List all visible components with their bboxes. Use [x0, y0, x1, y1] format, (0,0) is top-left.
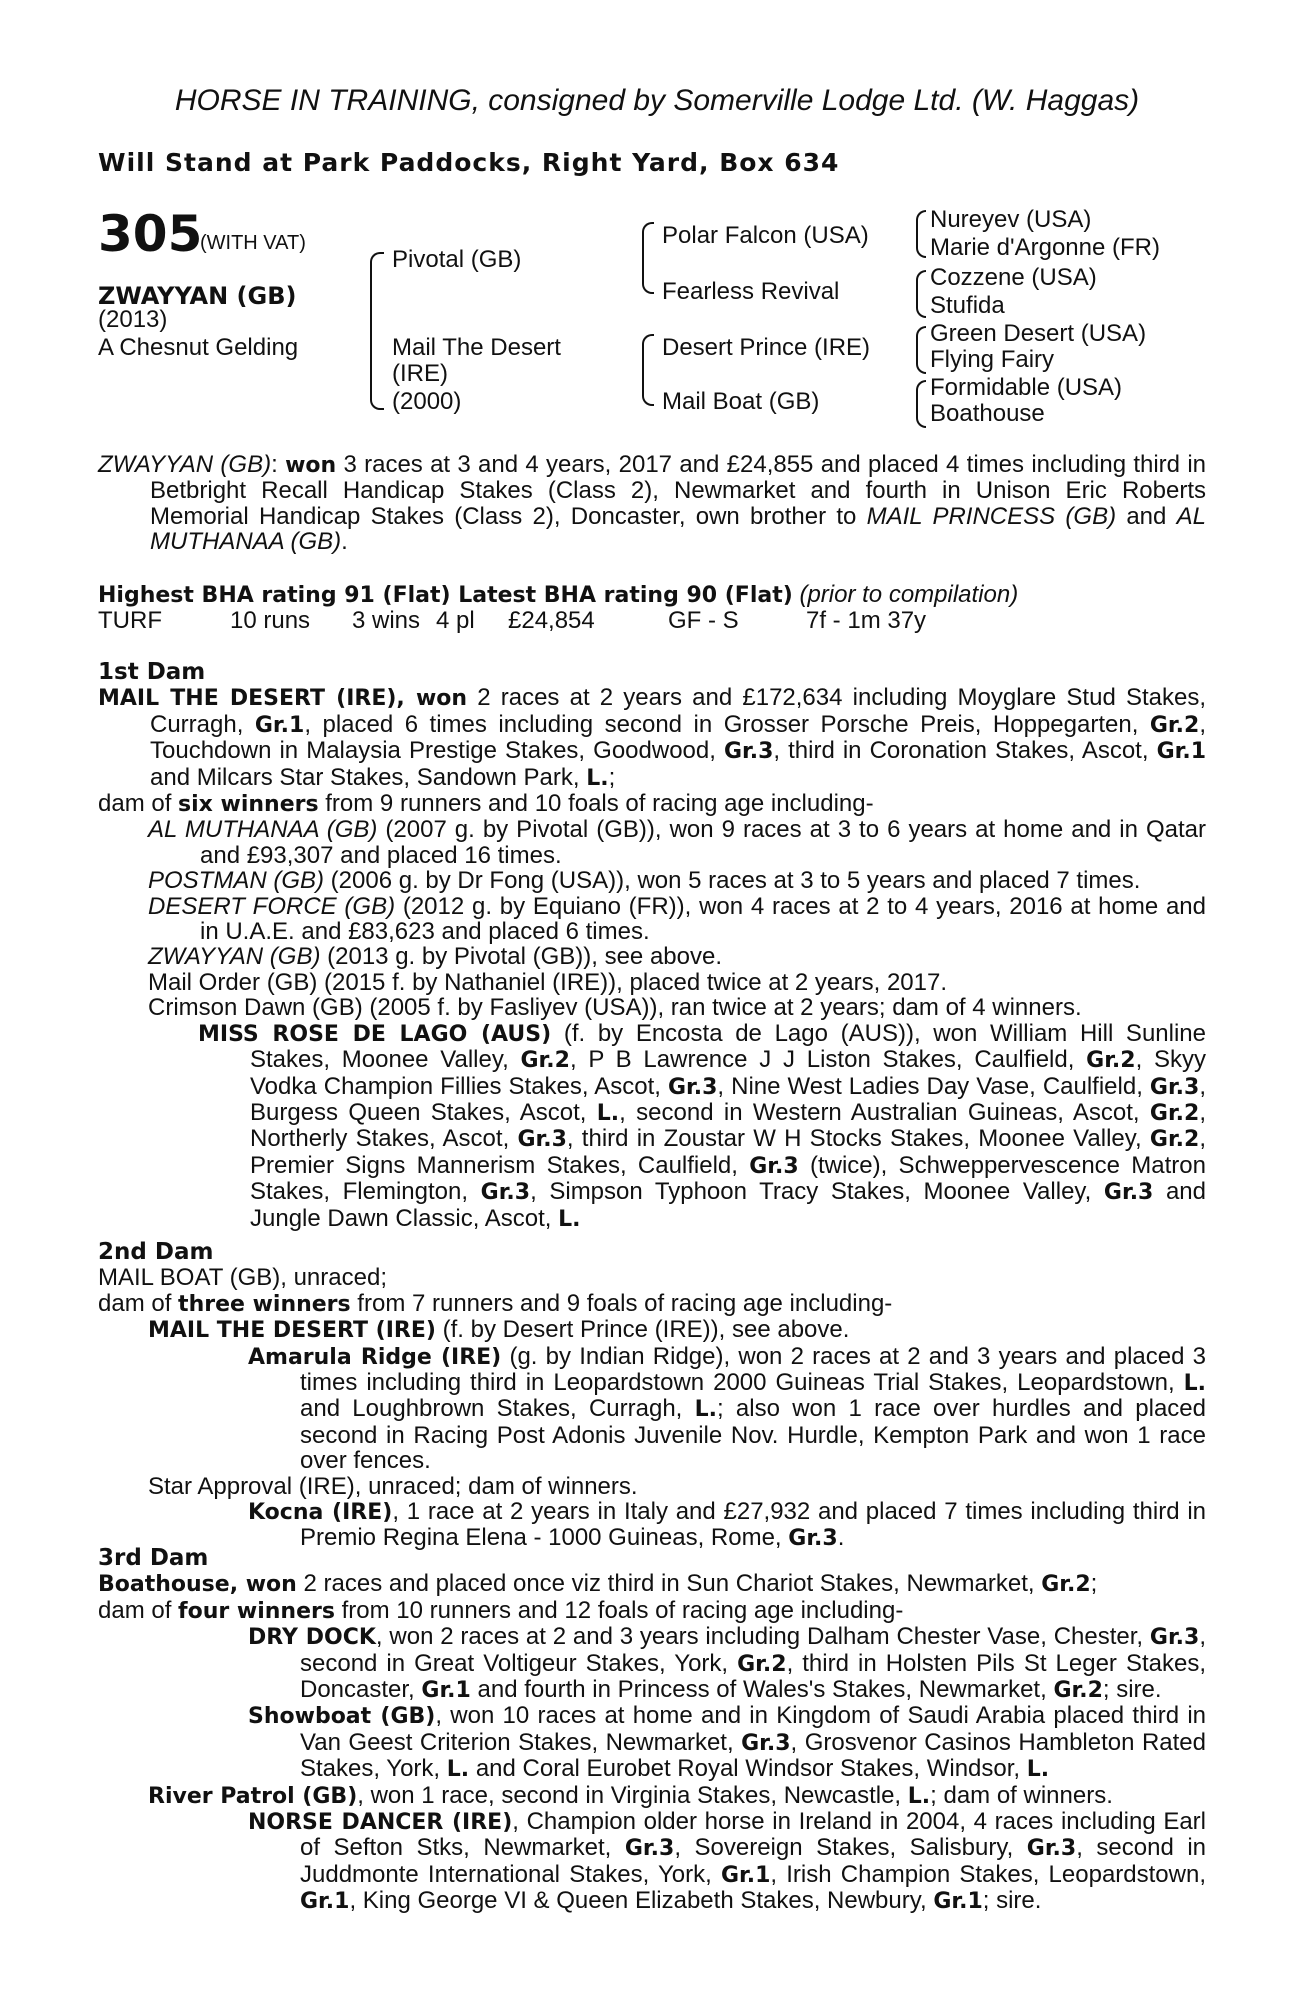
grade: L. [586, 765, 609, 791]
pedigree-sire: Pivotal (GB) [392, 246, 522, 273]
winners-count: four winners [178, 1598, 335, 1624]
grade: Gr.3 [749, 1153, 799, 1179]
grade: Gr.2 [520, 1048, 570, 1074]
grade: Gr.3 [1149, 1074, 1200, 1100]
pedigree-sire-dam: Fearless Revival [662, 278, 840, 305]
grade: Gr.2 [1149, 1127, 1200, 1153]
sire-brace [370, 252, 384, 410]
offspring-name: DESERT FORCE (GB) [148, 892, 396, 920]
sss-brace [916, 210, 926, 258]
text: , Northerly Stakes, Ascot, [250, 1098, 1206, 1153]
summary-and: and [1116, 502, 1177, 530]
grade: Gr.3 [480, 1180, 531, 1206]
second-dam-name: MAIL BOAT (GB), unraced; [98, 1264, 387, 1292]
pedigree-dam-dam: Mail Boat (GB) [662, 388, 820, 415]
bha-rating: Highest BHA rating 91 (Flat) Latest BHA rating 90 (Flat) [98, 583, 793, 608]
grade: L. [1183, 1371, 1206, 1397]
grade: Gr.1 [1156, 739, 1207, 765]
ds-brace [642, 334, 654, 406]
text: 2 races and placed once viz third in Sun Chariot Stakes, Newmarket, [296, 1570, 1042, 1598]
grade: Gr.3 [517, 1127, 567, 1153]
pedigree-ggs-4: Formidable (USA) [930, 374, 1123, 401]
text: , King George VI & Queen Elizabeth Stakes, Newbury, [349, 1887, 934, 1915]
turf-runs: 10 runs [230, 607, 311, 635]
grade: Gr.2 [1041, 1572, 1091, 1598]
text: ; [1090, 1570, 1098, 1598]
turf-going: GF - S [668, 607, 739, 635]
grade: Gr.3 [624, 1836, 675, 1862]
rating-note: (prior to compilation) [792, 581, 1019, 608]
offspring-name: ZWAYYAN (GB) [148, 943, 321, 971]
winners-count: six winners [178, 792, 319, 818]
text: . [837, 1524, 845, 1552]
grade: Gr.2 [1149, 712, 1200, 738]
text: from 9 runners and 10 foals of racing age including- [318, 790, 874, 818]
summary-horse-name: ZWAYYAN (GB) [98, 451, 272, 478]
text: ; sire. [982, 1887, 1042, 1915]
turf-earnings: £24,854 [508, 607, 595, 635]
text: , placed 6 times including second in Grosser Porsche Preis, Hoppegarten, [304, 710, 1150, 738]
offspring-name: Showboat (GB) [248, 1704, 436, 1730]
summary-colon: : [271, 451, 286, 478]
text: (2007 g. by Pivotal (GB)), won 9 races at 3 to 6 years at home and in Qatar and £93,307 and placed 16 times. [200, 816, 1206, 869]
grade: L. [446, 1757, 470, 1783]
stand-location: Will Stand at Park Paddocks, Right Yard, Box 634 [98, 148, 840, 177]
grade: Gr.1 [300, 1889, 350, 1915]
grade: L. [694, 1397, 717, 1423]
first-dam-name: MAIL THE DESERT (IRE), won [98, 686, 468, 712]
text: , Nine West Ladies Day Vase, Caulfield, [717, 1072, 1150, 1100]
grade: Gr.1 [254, 712, 305, 738]
text: , Simpson Typhoon Tracy Stakes, Moonee Valley, [530, 1178, 1104, 1206]
text: , Champion older horse in Ireland in 2004, 4 races including Earl of Sefton Stks, Newmarket, [300, 1808, 1206, 1862]
grade: L. [558, 1206, 581, 1232]
second-dam-heading: 2nd Dam [98, 1239, 214, 1265]
pedigree-ggd-3: Flying Fairy [930, 346, 1055, 373]
grade: Gr.1 [933, 1889, 983, 1915]
vat-note: (WITH VAT) [200, 232, 306, 254]
first-dam-section [98, 660, 1206, 1232]
text: dam of [98, 790, 179, 818]
text: , Sovereign Stakes, Salisbury, [674, 1834, 1027, 1862]
offspring-name: AL MUTHANAA (GB) [148, 816, 378, 844]
text: , second in Great Voltigeur Stakes, York, [300, 1623, 1207, 1677]
offspring-name: POSTMAN (GB) [148, 867, 325, 895]
pedigree-dam-year: (2000) [392, 388, 462, 415]
text: , won 1 race, second in Virginia Stakes, Newcastle, [357, 1781, 908, 1809]
pedigree-ggs-3: Green Desert (USA) [930, 320, 1147, 347]
pedigree-dam-sire: Desert Prince (IRE) [662, 334, 871, 361]
text: (2012 g. by Equiano (FR)), won 4 races at 2 to 4 years, 2016 at home and in U.A.E. and £83,623 and placed 6 times. [200, 892, 1206, 946]
text: (g. by Indian Ridge), won 2 races at 2 and 3 years and placed 3 times including third in Leopardstown 2000 Guineas Trial Stakes, Leopardstown, [300, 1342, 1206, 1397]
grade: Gr.3 [667, 1074, 718, 1100]
text: and fourth in Princess of Wales's Stakes, Newmarket, [470, 1676, 1054, 1704]
text: , won 2 races at 2 and 3 years including Dalham Chester Vase, Chester, [375, 1623, 1150, 1651]
text: , Irish Champion Stakes, Leopardstown, [770, 1860, 1206, 1888]
first-dam-heading: 1st Dam [98, 659, 206, 685]
text: , won [229, 1572, 297, 1598]
text: , Premier Signs Mannerism Stakes, Caulfield, [250, 1125, 1206, 1179]
grade: Gr.3 [1026, 1836, 1077, 1862]
text: , third in Holsten Pils St Leger Stakes, Doncaster, [300, 1649, 1206, 1704]
ss-brace [642, 222, 654, 294]
summary-sibling-1: MAIL PRINCESS (GB) [866, 502, 1117, 530]
pedigree-ggd-2: Stufida [930, 292, 1005, 319]
turf-wins: 3 wins [352, 607, 421, 635]
text: (2013 g. by Pivotal (GB)), see above. [320, 943, 722, 971]
text: from 10 runners and 12 foals of racing age including- [334, 1596, 904, 1624]
text: , Touchdown in Malaysia Prestige Stakes, Goodwood, [150, 710, 1206, 765]
sds-brace [916, 270, 926, 318]
text: , third in Coronation Stakes, Ascot, [773, 737, 1157, 765]
third-dam-section [98, 1546, 1206, 1915]
text: ; dam of winners. [930, 1781, 1113, 1809]
page-title: HORSE IN TRAINING, consigned by Somerville Lodge Ltd. (W. Haggas) [174, 84, 1140, 117]
text: , Skyy Vodka Champion Fillies Stakes, Ascot, [250, 1046, 1207, 1100]
horse-name: ZWAYYAN (GB) [98, 282, 297, 310]
race-summary [98, 452, 1206, 555]
grade: Gr.3 [723, 739, 774, 765]
offspring-entry: Star Approval (IRE), unraced; dam of winners. [148, 1472, 638, 1500]
text: and Loughbrown Stakes, Curragh, [300, 1395, 695, 1423]
dds-brace [916, 380, 926, 428]
turf-distance: 7f - 1m 37y [806, 607, 927, 635]
grade: L. [596, 1100, 620, 1126]
grade: Gr.2 [1086, 1048, 1136, 1074]
text: dam of [98, 1596, 179, 1624]
grade: L. [907, 1783, 931, 1809]
text: from 7 runners and 9 foals of racing age including- [350, 1289, 893, 1317]
grade: Gr.2 [737, 1651, 787, 1677]
turf-record [98, 608, 1206, 633]
grade: Gr.3 [741, 1730, 791, 1756]
text: and Jungle Dawn Classic, Ascot, [250, 1178, 1207, 1232]
text: ; sire. [1102, 1676, 1162, 1704]
grade: L. [1026, 1757, 1050, 1783]
third-dam-name: Boathouse [98, 1572, 230, 1598]
grade: Gr.3 [1103, 1180, 1154, 1206]
offspring-entry: Crimson Dawn (GB) (2005 f. by Fasliyev (USA)), ran twice at 2 years; dam of 4 winners. [148, 994, 1082, 1022]
text: 2 races at 2 years and £172,634 including Moyglare Stud Stakes, Curragh, [150, 684, 1206, 738]
grand-offspring-name: NORSE DANCER (IRE) [248, 1810, 513, 1836]
text: (2006 g. by Dr Fong (USA)), won 5 races at 3 to 5 years and placed 7 times. [324, 867, 1141, 895]
summary-text: 3 races at 3 and 4 years, 2017 and £24,855 and placed 4 times including third in Betbright Recall Handicap Stakes (Class 2), Newmarket and fourth in Unison Eric Roberts Memorial Handicap Stakes (Class 2), Doncaster, own brother to [150, 451, 1206, 530]
text: , P B Lawrence J J Liston Stakes, Caulfield, [569, 1046, 1087, 1074]
text: , won 10 races at home and in Kingdom of Saudi Arabia placed third in Van Geest Criterion Stakes, Newmarket, [300, 1702, 1207, 1756]
pedigree-dam: Mail The Desert [392, 334, 561, 361]
lot-number: 305 [98, 205, 203, 263]
grand-offspring-name: MISS ROSE DE LAGO (AUS) [198, 1021, 552, 1047]
grade: Gr.2 [1149, 1100, 1200, 1126]
text: ; [608, 763, 616, 791]
text: , second in Western Australian Guineas, Ascot, [619, 1098, 1150, 1126]
offspring-name: DRY DOCK [248, 1625, 376, 1651]
pedigree-ggs-1: Nureyev (USA) [930, 206, 1092, 233]
text: , second in Juddmonte International Stakes, York, [300, 1834, 1207, 1888]
grade: Gr.1 [720, 1862, 771, 1888]
text: and Coral Eurobet Royal Windsor Stakes, Windsor, [469, 1755, 1027, 1783]
pedigree-sire-sire: Polar Falcon (USA) [662, 222, 869, 249]
grade: Gr.2 [1053, 1678, 1103, 1704]
winners-count: three winners [178, 1291, 351, 1317]
pedigree-dam-country: (IRE) [392, 360, 448, 387]
third-dam-heading: 3rd Dam [98, 1545, 209, 1571]
pedigree-ggs-2: Cozzene (USA) [930, 264, 1097, 291]
summary-won: won [285, 453, 337, 478]
text: (f. by Desert Prince (IRE)), see above. [435, 1316, 850, 1344]
text: dam of [98, 1289, 179, 1317]
grade: Gr.1 [421, 1678, 471, 1704]
summary-sibling-2: AL MUTHANAA (GB) [150, 502, 1206, 556]
turf-surface: TURF [98, 607, 162, 635]
second-dam-section [98, 1240, 1206, 1552]
text: , Grosvenor Casinos Hambleton Rated Stakes, York, [300, 1728, 1206, 1783]
pedigree-ggd-4: Boathouse [930, 400, 1045, 427]
text: , third in Zoustar W H Stocks Stakes, Moonee Valley, [566, 1125, 1150, 1153]
text: , Burgess Queen Stakes, Ascot, [250, 1072, 1207, 1126]
text: ; also won 1 race over hurdles and placed second in Racing Post Adonis Juvenile Nov. Hurdle, Kempton Park and won 1 race over fences. [300, 1395, 1206, 1475]
offspring-entry: Mail Order (GB) (2015 f. by Nathaniel (IRE)), placed twice at 2 years, 2017. [148, 968, 947, 996]
grade: Gr.3 [1149, 1625, 1200, 1651]
pedigree-ggd-1: Marie d'Argonne (FR) [930, 234, 1160, 261]
offspring-name: Amarula Ridge (IRE) [248, 1344, 502, 1370]
dss-brace [916, 326, 926, 374]
rating-section [98, 582, 1206, 634]
summary-end: . [341, 528, 348, 556]
text: (twice), Schweppervescence Matron Stakes, Flemington, [250, 1151, 1206, 1206]
offspring-name: River Patrol (GB) [148, 1783, 358, 1809]
text: (f. by Encosta de Lago (AUS)), won William Hill Sunline Stakes, Moonee Valley, [250, 1019, 1206, 1074]
text: , 1 race at 2 years in Italy and £27,932 and placed 7 times including third in Premio Regina Elena - 1000 Guineas, Rome, [300, 1498, 1206, 1552]
offspring-name: MAIL THE DESERT (IRE) [148, 1318, 436, 1344]
grand-offspring-name: Kocna (IRE) [248, 1500, 393, 1526]
grade: Gr.3 [788, 1526, 838, 1552]
text: and Milcars Star Stakes, Sandown Park, [150, 763, 587, 791]
horse-year: (2013) [98, 306, 168, 333]
turf-placed: 4 pl [436, 607, 475, 635]
horse-description: A Chesnut Gelding [98, 334, 299, 361]
